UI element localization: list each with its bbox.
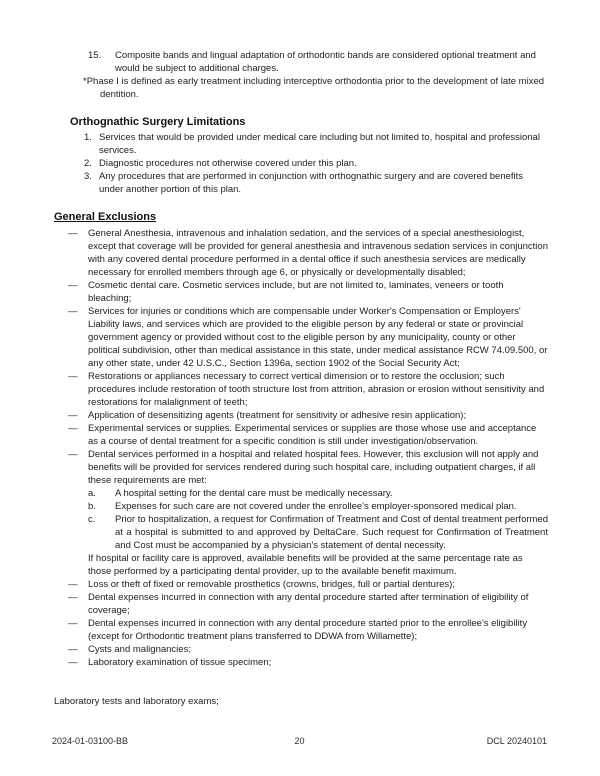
dash-bullet: — <box>68 423 78 434</box>
exclusion-text: Cosmetic dental care. Cosmetic services include, but are not limited to, laminates, veneers or tooth bleaching; <box>88 280 504 304</box>
ortho-list-item <box>84 157 548 170</box>
sub-item-letter: b. <box>88 501 96 512</box>
ortho-item-text: Diagnostic procedures not otherwise covered under this plan. <box>99 158 357 169</box>
ortho-item-number: 1. <box>84 132 92 143</box>
ortho-list-item <box>84 170 548 196</box>
exclusion-text: Cysts and malignancies; <box>88 644 191 655</box>
exclusion-item-loss-theft <box>68 578 548 591</box>
ortho-item-text: Services that would be provided under medical care including but not limited to, hospital and professional services. <box>99 132 540 156</box>
dash-bullet: — <box>68 280 78 291</box>
exclusion-item-cosmetic <box>68 279 548 305</box>
closing-paragraph: Laboratory tests and laboratory exams; <box>54 696 219 707</box>
sub-item-text: Expenses for such care are not covered under the enrollee's employer-sponsored medical plan. <box>115 501 517 512</box>
hospital-continuation-text: If hospital or facility care is approved, available benefits will be provided at the same percentage rate as those performed by a participating dental provider, up to the available benefit maximum. <box>88 553 523 577</box>
list-item-15-text: Composite bands and lingual adaptation of orthodontic bands are considered optional treatment and would be subject to additional charges. <box>115 50 536 74</box>
dash-bullet: — <box>68 592 78 603</box>
dash-bullet: — <box>68 579 78 590</box>
exclusion-item-anesthesia <box>68 227 548 279</box>
dash-bullet: — <box>68 644 78 655</box>
ortho-item-text: Any procedures that are performed in conjunction with orthognathic surgery and are covered benefits under another portion of this plan. <box>99 171 524 195</box>
sub-item-letter: a. <box>88 488 96 499</box>
dash-bullet: — <box>68 306 78 317</box>
exclusion-text: Services for injuries or conditions which are compensable under Worker's Compensation or Employers' Liability laws, and services which are provided to the eligible person by any federal or state or provincial government agency or provided without cost to the eligible person by any municipality, county or other political subdivision, other than medical assistance in this state, under medical assistance RCW 74.09.500, or any other state, under 42 U.S.C., Section 1396a, section 1902 of the Social Security Act; <box>88 306 548 369</box>
hospital-sub-item-a <box>88 487 548 500</box>
exclusion-item-workers-compensation <box>68 305 548 370</box>
page-footer <box>52 735 547 748</box>
dash-bullet: — <box>68 449 78 460</box>
exclusion-item-desensitizing-agents <box>68 409 548 422</box>
sub-item-text: A hospital setting for the dental care must be medically necessary. <box>115 488 393 499</box>
exclusion-text: Dental services performed in a hospital and related hospital fees. However, this exclusion will not apply and benefits will be provided for services rendered during such hospital care, including outpatient charges, if all these requirements are met: <box>88 449 539 486</box>
sub-item-letter: c. <box>88 514 96 525</box>
sub-item-text: Prior to hospitalization, a request for Confirmation of Treatment and Cost of dental treatment performed at a hospital is submitted to and approved by DeltaCare. Such request for Confirmation of Treatment and Cost must be accompanied by a physician's statement of dental necessity. <box>115 514 548 551</box>
ortho-item-number: 2. <box>84 158 92 169</box>
section-heading-orthognathic-surgery-limitations: Orthognathic Surgery Limitations <box>70 116 246 128</box>
exclusion-item-tissue-specimen <box>68 656 548 669</box>
exclusion-item-prior-eligibility <box>68 617 548 643</box>
exclusion-text: Dental expenses incurred in connection with any dental procedure started prior to the enrollee's eligibility (except for Orthodontic treatment plans transferred to DDWA from Willamette); <box>88 618 528 642</box>
ortho-list-item <box>84 131 548 157</box>
exclusion-text: Loss or theft of fixed or removable prosthetics (crowns, bridges, full or partial dentures); <box>88 579 455 590</box>
dash-bullet: — <box>68 371 78 382</box>
exclusion-text: General Anesthesia, intravenous and inhalation sedation, and the services of a special anesthesiologist, except that coverage will be provided for general anesthesia and intravenous sedation services in conjunction with any covered dental procedure performed in a dental office if such anesthesia services are medically necessary for enrolled members through age 6, or physically or developmentally disabled; <box>88 228 548 278</box>
list-item-15-number: 15. <box>88 50 102 61</box>
list-item-15 <box>88 49 548 75</box>
exclusion-text: Laboratory examination of tissue specimen; <box>88 657 272 668</box>
exclusion-item-experimental <box>68 422 548 448</box>
exclusion-hospital-block <box>88 448 548 578</box>
exclusion-item-restorations <box>68 370 548 409</box>
exclusion-item-cysts-malignancies <box>68 643 548 656</box>
footer-document-code: 2024-01-03100-BB <box>52 736 129 746</box>
hospital-sub-item-c <box>88 513 548 552</box>
hospital-sub-item-b <box>88 500 548 513</box>
exclusion-text: Restorations or appliances necessary to correct vertical dimension or to restore the occlusion; such procedures include restoration of tooth structure lost from attrition, abrasion or erosion without sensitivity and restorations for malalignment of teeth; <box>88 371 545 408</box>
footer-page-number: 20 <box>294 736 305 746</box>
dash-bullet: — <box>68 618 78 629</box>
footnote-phase-1: *Phase I is defined as early treatment including interceptive orthodontia prior to the development of late mixed dentition. <box>83 76 545 100</box>
exclusion-item-hospital-services <box>68 448 548 578</box>
dash-bullet: — <box>68 410 78 421</box>
ortho-item-number: 3. <box>84 171 92 182</box>
section-heading-general-exclusions: General Exclusions <box>54 211 157 223</box>
exclusion-text: Dental expenses incurred in connection with any dental procedure started after termination of eligibility of coverage; <box>88 592 529 616</box>
dash-bullet: — <box>68 657 78 668</box>
dash-bullet: — <box>68 228 78 239</box>
footer-revision-code: DCL 20240101 <box>486 736 547 746</box>
exclusion-text: Application of desensitizing agents (treatment for sensitivity or adhesive resin application); <box>88 410 467 421</box>
exclusion-item-after-termination <box>68 591 548 617</box>
exclusion-text: Experimental services or supplies. Experimental services or supplies are those whose use and acceptance as a course of dental treatment for a specific condition is still under investigation/observation. <box>88 423 537 447</box>
